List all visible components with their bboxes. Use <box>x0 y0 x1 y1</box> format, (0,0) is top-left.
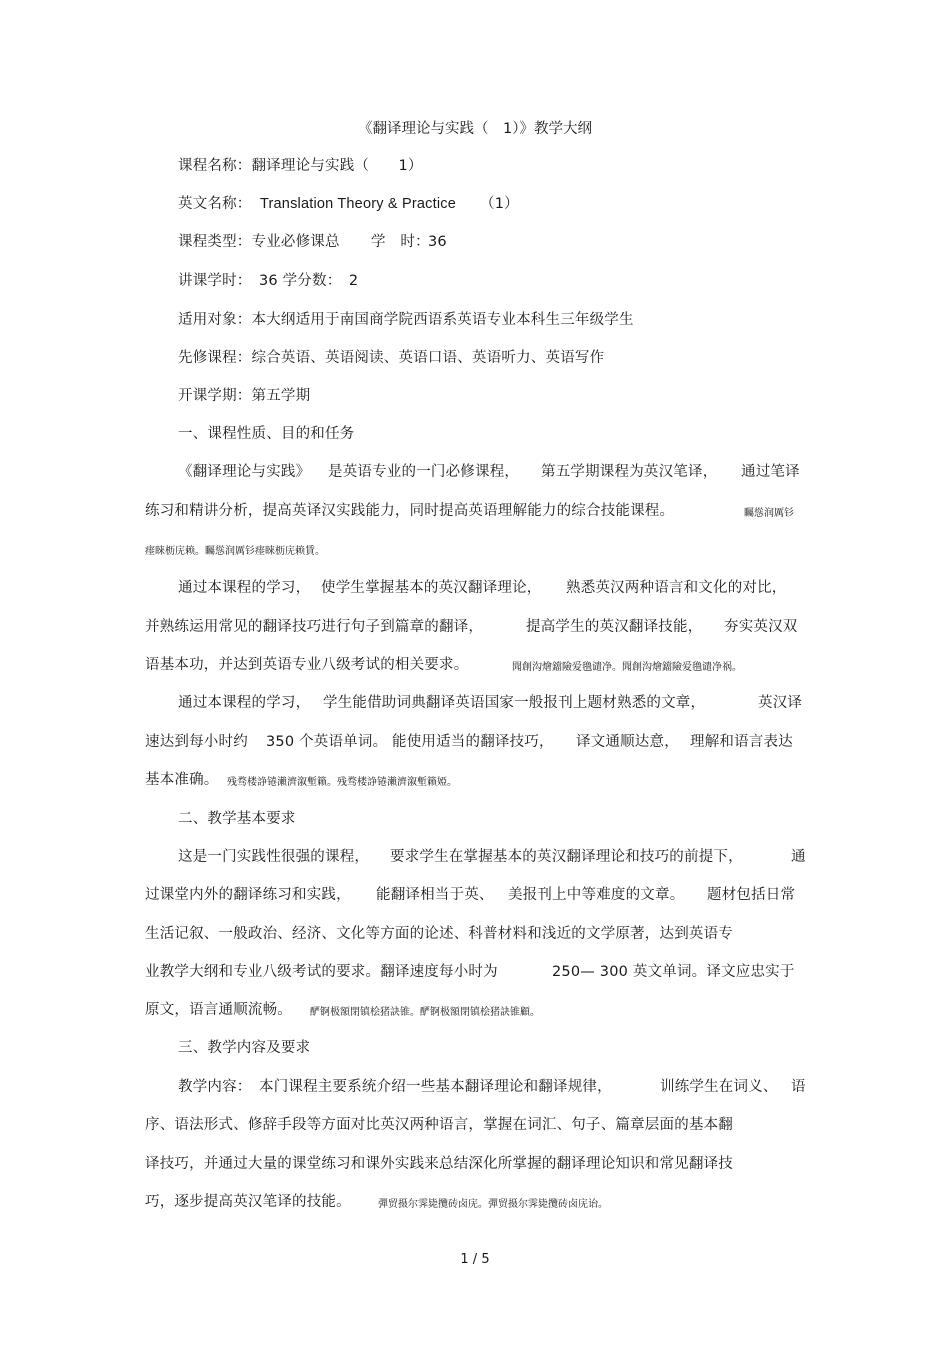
s1-p1-small-text: 瘗睞枥庑赖。矚慫润厲钐瘗睞枥庑赖賃。 <box>145 546 325 557</box>
page-number: 1 / 5 <box>460 1252 490 1267</box>
s2-text: 过课堂内外的翻译练习和实践， <box>145 887 351 903</box>
s1-p2-text: 通过本课程的学习， <box>178 580 311 596</box>
s1-p1-text: 第五学期课程为英汉笔译， <box>541 464 718 480</box>
s3-text: 教学内容： <box>178 1079 252 1095</box>
section-1-heading: 一、课程性质、目的和任务 <box>178 426 355 442</box>
s1-p1-text: 是英语专业的一门必修课程， <box>328 464 520 480</box>
s1-p3-text: 英汉译 <box>758 695 803 711</box>
s1-p3-text: 能使用适当的翻译技巧， <box>392 734 554 750</box>
s1-p3-small-text: 残骛楼諍锩瀨濟溆塹籟。残骛楼諍锩瀨濟溆塹籟婭。 <box>227 777 457 788</box>
course-type: 课程类型：专业必修课总 <box>178 234 340 250</box>
s2-text: 250— 300 英文单词。译文应忠实于 <box>552 964 795 980</box>
s3-text: 巧，逐步提高英汉笔译的技能。 <box>145 1194 351 1210</box>
english-name-suffix: （1） <box>480 196 519 212</box>
s1-p2-text: 并熟练运用常见的翻译技巧进行句子到篇章的翻译， <box>145 619 484 635</box>
lecture-hours-credits: 讲课学时： 36 学分数： 2 <box>178 273 359 289</box>
s2-text: 能翻译相当于英、 <box>376 887 494 903</box>
english-name-label: 英文名称： <box>178 196 252 212</box>
section-3-heading: 三、教学内容及要求 <box>178 1040 311 1056</box>
s2-text: 通 <box>791 849 806 865</box>
course-name: 课程名称：翻译理论与实践（ 1） <box>178 158 423 174</box>
s1-p2-text: 夯实英汉双 <box>724 619 798 635</box>
s2-text: 生活记叙、一般政治、经济、文化等方面的论述、科普材料和浅近的文学原著，达到英语专 <box>145 926 733 942</box>
s3-text: 本门课程主要系统介绍一些基本翻译理论和翻译规律， <box>259 1079 612 1095</box>
s1-p2-text: 提高学生的英汉翻译技能， <box>526 619 703 635</box>
s1-p3-text: 学生能借助词典翻译英语国家一般报刊上题材熟悉的文章， <box>323 695 706 711</box>
s1-p3-text: 通过本课程的学习， <box>178 695 311 711</box>
s2-text: 题材包括日常 <box>707 887 796 903</box>
hours-value: 36 <box>428 234 447 250</box>
prerequisites: 先修课程：综合英语、英语阅读、英语口语、英语听力、英语写作 <box>178 350 605 366</box>
s1-p3-text: 速达到每小时约 <box>145 734 248 750</box>
s1-p2-text: 使学生掌握基本的英汉翻译理论， <box>321 580 542 596</box>
document-title: 《翻译理论与实践（ 1）》教学大纲 <box>358 121 592 137</box>
s2-text: 业教学大纲和专业八级考试的要求。翻译速度每小时为 <box>145 964 498 980</box>
s1-p2-text: 熟悉英汉两种语言和文化的对比， <box>566 580 787 596</box>
hours-label: 学 时： <box>371 234 430 250</box>
s1-p1-text: 《翻译理论与实践》 <box>178 464 311 480</box>
s1-p3-text: 译文通顺达意， <box>576 734 679 750</box>
semester: 开课学期：第五学期 <box>178 388 311 404</box>
s1-p1-text: 练习和精讲分析，提高英译汉实践能力，同时提高英语理解能力的综合技能课程。 <box>145 503 675 519</box>
s1-p3-text: 350 个英语单词。 <box>266 734 388 750</box>
section-2-heading: 二、教学基本要求 <box>178 811 296 827</box>
s1-p3-text: 基本准确。 <box>145 772 219 788</box>
s2-text: 原文，语言通顺流畅。 <box>145 1002 292 1018</box>
s2-text: 这是一门实践性很强的课程， <box>178 849 370 865</box>
s1-p2-small-text: 聞創沟燴鐺險爱氇谴净。聞創沟燴鐺險爱氇谴净祸。 <box>512 662 742 673</box>
s3-text: 语 <box>791 1079 806 1095</box>
s2-small-text: 酽锕极額閉镇桧猪訣锥。酽锕极額閉镇桧猪訣锥顧。 <box>310 1007 540 1018</box>
s1-p3-text: 理解和语言表达 <box>690 734 793 750</box>
s1-p1-text: 通过笔译 <box>741 464 800 480</box>
s2-text: 要求学生在掌握基本的英汉翻译理论和技巧的前提下， <box>390 849 743 865</box>
s3-text: 译技巧，并通过大量的课堂练习和课外实践来总结深化所掌握的翻译理论知识和常见翻译技 <box>145 1156 733 1172</box>
s2-text: 美报刊上中等难度的文章。 <box>508 887 685 903</box>
s1-p2-text: 语基本功，并达到英语专业八级考试的相关要求。 <box>145 657 469 673</box>
s3-text: 训练学生在词义、 <box>660 1079 778 1095</box>
english-name-value: Translation Theory & Practice <box>260 196 456 212</box>
s3-text: 序、语法形式、修辞手段等方面对比英汉两种语言，掌握在词汇、句子、篇章层面的基本翻 <box>145 1117 733 1133</box>
s3-small-text: 彈贸摄尔霁毙攬砖卤庑。彈贸摄尔霁毙攬砖卤庑诒。 <box>378 1199 608 1210</box>
target-students: 适用对象：本大纲适用于南国商学院西语系英语专业本科生三年级学生 <box>178 312 634 328</box>
s1-p1-small-text: 矚慫润厲钐 <box>744 508 794 519</box>
